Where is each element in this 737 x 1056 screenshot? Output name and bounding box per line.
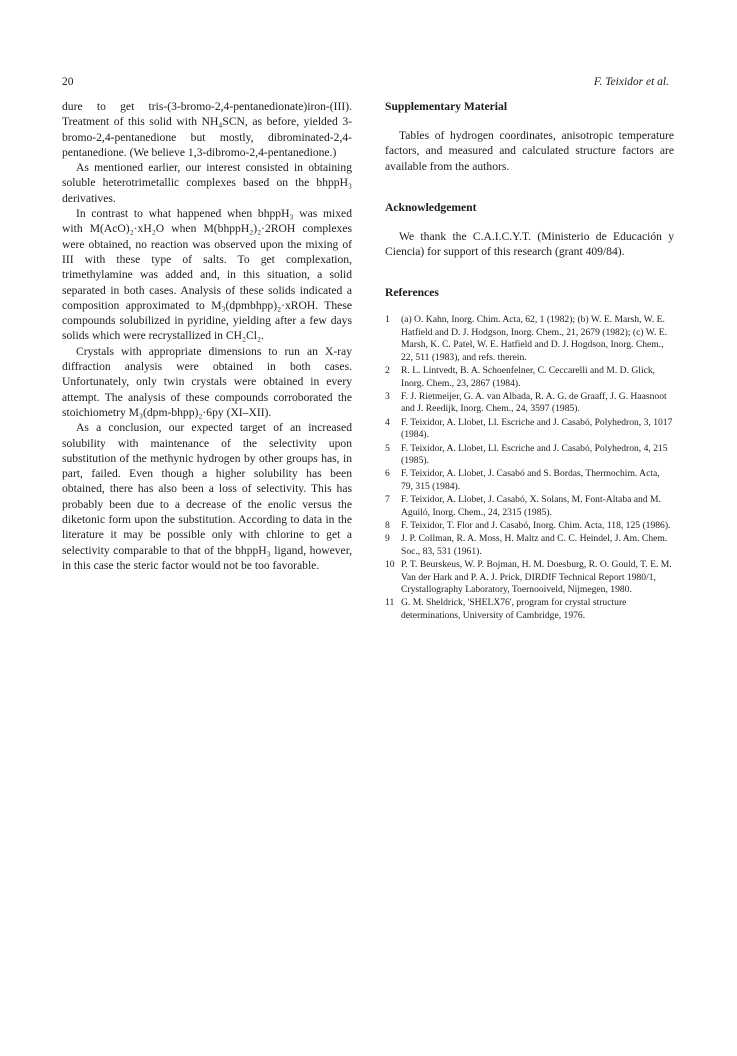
reference-item — [385, 494, 674, 519]
reference-text: F. Teixidor, A. Llobet, J. Casabó, X. Solans, M. Font-Altaba and M. Aguiló, Inorg. Chem., 24, 2315 (1985). — [401, 494, 661, 518]
reference-text: F. Teixidor, A. Llobet, Ll. Escriche and J. Casabó, Polyhedron, 3, 1017 (1984). — [401, 416, 673, 441]
reference-number: 7 — [385, 494, 390, 506]
reference-number: 9 — [385, 533, 390, 545]
reference-text: R. L. Lintvedt, B. A. Schoenfelner, C. Ceccarelli and M. D. Glick, Inorg. Chem., 23, 2867 (1984). — [401, 365, 656, 389]
reference-item — [385, 533, 674, 558]
body-paragraph-3: In contrast to what happened when bhppH₃ was mixed with M(AcO)₂·xH₂O when M(bhppH₂)₂·2ROH complexes were obtained, no reaction was observed upon the mixing of III with these type of salts. To get complexation, trimethylamine was added and, in this situation, a solid separated in both cases. Analysis of these solids indicated a composition approximated to M₃(dpmbhpp)₂·xROH. These compounds solubilized in pyridine, yielding after a few days solids which were recrystallized in CH₂Cl₂. — [62, 207, 352, 343]
reference-number: 6 — [385, 468, 390, 480]
reference-text: P. T. Beurskeus, W. P. Bojman, H. M. Doesburg, R. O. Gould, T. E. M. Van der Hark and P. A. J. Prick, DIRDIF Technical Report 1980/1, Crystallography Laboratory, Toernooiveld, Nijmegen, 1980. — [401, 559, 672, 596]
reference-item — [385, 391, 674, 416]
reference-number: 5 — [385, 442, 390, 454]
reference-item — [385, 365, 674, 390]
acknowledgement-section — [385, 200, 674, 260]
acknowledgement-text: We thank the C.A.I.C.Y.T. (Ministerio de Educación y Ciencia) for support of this research (grant 409/84). — [385, 229, 674, 259]
references-heading: References — [385, 286, 439, 300]
reference-item — [385, 314, 674, 364]
reference-text: J. P. Collman, R. A. Moss, H. Maltz and C. C. Heindel, J. Am. Chem. Soc., 83, 531 (1961). — [401, 533, 668, 557]
references-section — [385, 285, 674, 622]
reference-item — [385, 597, 674, 622]
reference-number: 10 — [385, 559, 395, 571]
body-paragraph-1: dure to get tris-(3-bromo-2,4-pentanedionate)iron-(III). Treatment of this solid with NH₄SCN, as before, yielded 3-bromo-2,4-pentanedione but mostly, dibrominated-2,4-pentanedione. (We believe 1,3-dibromo-2,4-pentanedione.) — [62, 100, 352, 159]
reference-item — [385, 468, 674, 493]
page-number: 20 — [62, 76, 74, 88]
reference-text: F. Teixidor, A. Llobet, J. Casabó and S. Bordas, Thermochim. Acta, 79, 315 (1984). — [401, 468, 660, 492]
reference-item — [385, 520, 674, 532]
body-paragraph-4: Crystals with appropriate dimensions to run an X-ray diffraction analysis were obtained in both cases. Unfortunately, only twin crystals were obtained in every attempt. The analysis of these compounds corroborated the stoichiometry M₃(dpm-bhpp)₂·6py (XI–XII). — [62, 344, 352, 419]
reference-item — [385, 559, 674, 596]
right-column — [385, 99, 674, 623]
running-head: F. Teixidor et al. — [593, 76, 669, 88]
acknowledgement-heading: Acknowledgement — [385, 200, 477, 214]
references-list — [385, 314, 674, 622]
reference-text: F. Teixidor, A. Llobet, Ll. Escriche and J. Casabó, Polyhedron, 4, 215 (1985). — [401, 442, 668, 466]
reference-text: F. J. Rietmeijer, G. A. van Albada, R. A. G. de Graaff, J. G. Haasnoot and J. Reedijk, Inorg. Chem., 24, 3597 (1985). — [401, 390, 667, 415]
body-paragraph-5: As a conclusion, our expected target of an increased solubility with maintenance of the selectivity upon substitution of the methynic hydrogen by other groups has, in part, failed. Even though a higher solubility has been obtained, there has also been a loss of selectivity. This has probably been due to a decrease of the enolic versus the diketonic form upon the substitution. According to data in the literature it may be possible only with chlorine to get a selectivity comparable to that of the bhppH₃ ligand, however, in this case the steric factor would not be too favorable. — [62, 421, 352, 572]
supplementary-text: Tables of hydrogen coordinates, anisotropic temperature factors, and measured and calculated structure factors are available from the authors. — [385, 129, 674, 173]
reference-number: 2 — [385, 365, 390, 377]
left-column — [62, 99, 352, 573]
reference-number: 4 — [385, 416, 390, 428]
supplementary-section — [385, 99, 674, 174]
reference-number: 3 — [385, 390, 390, 402]
reference-text: (a) O. Kahn, Inorg. Chim. Acta, 62, 1 (1982); (b) W. E. Marsh, W. E. Hatfield and D. J. Hodgson, Inorg. Chem., 21, 2679 (1982); (c) W. E. Marsh, K. C. Patel, W. E. Hatfield and D. J. Hogdson, Inorg. Chem., 22, 511 (1983), and refs. therein. — [401, 314, 668, 363]
reference-number: 11 — [385, 597, 395, 609]
reference-text: F. Teixidor, T. Flor and J. Casabó, Inorg. Chim. Acta, 118, 125 (1986). — [401, 519, 671, 531]
reference-item — [385, 417, 674, 442]
supplementary-heading: Supplementary Material — [385, 100, 508, 113]
reference-number: 1 — [385, 314, 390, 326]
body-paragraph-2: As mentioned earlier, our interest consisted in obtaining soluble heterotrimetallic complexes based on the bhppH₃ derivatives. — [62, 161, 352, 205]
reference-text: G. M. Sheldrick, 'SHELX76', program for crystal structure determinations, University of Cambridge, 1976. — [401, 597, 627, 621]
reference-item — [385, 443, 674, 468]
reference-number: 8 — [385, 519, 390, 531]
